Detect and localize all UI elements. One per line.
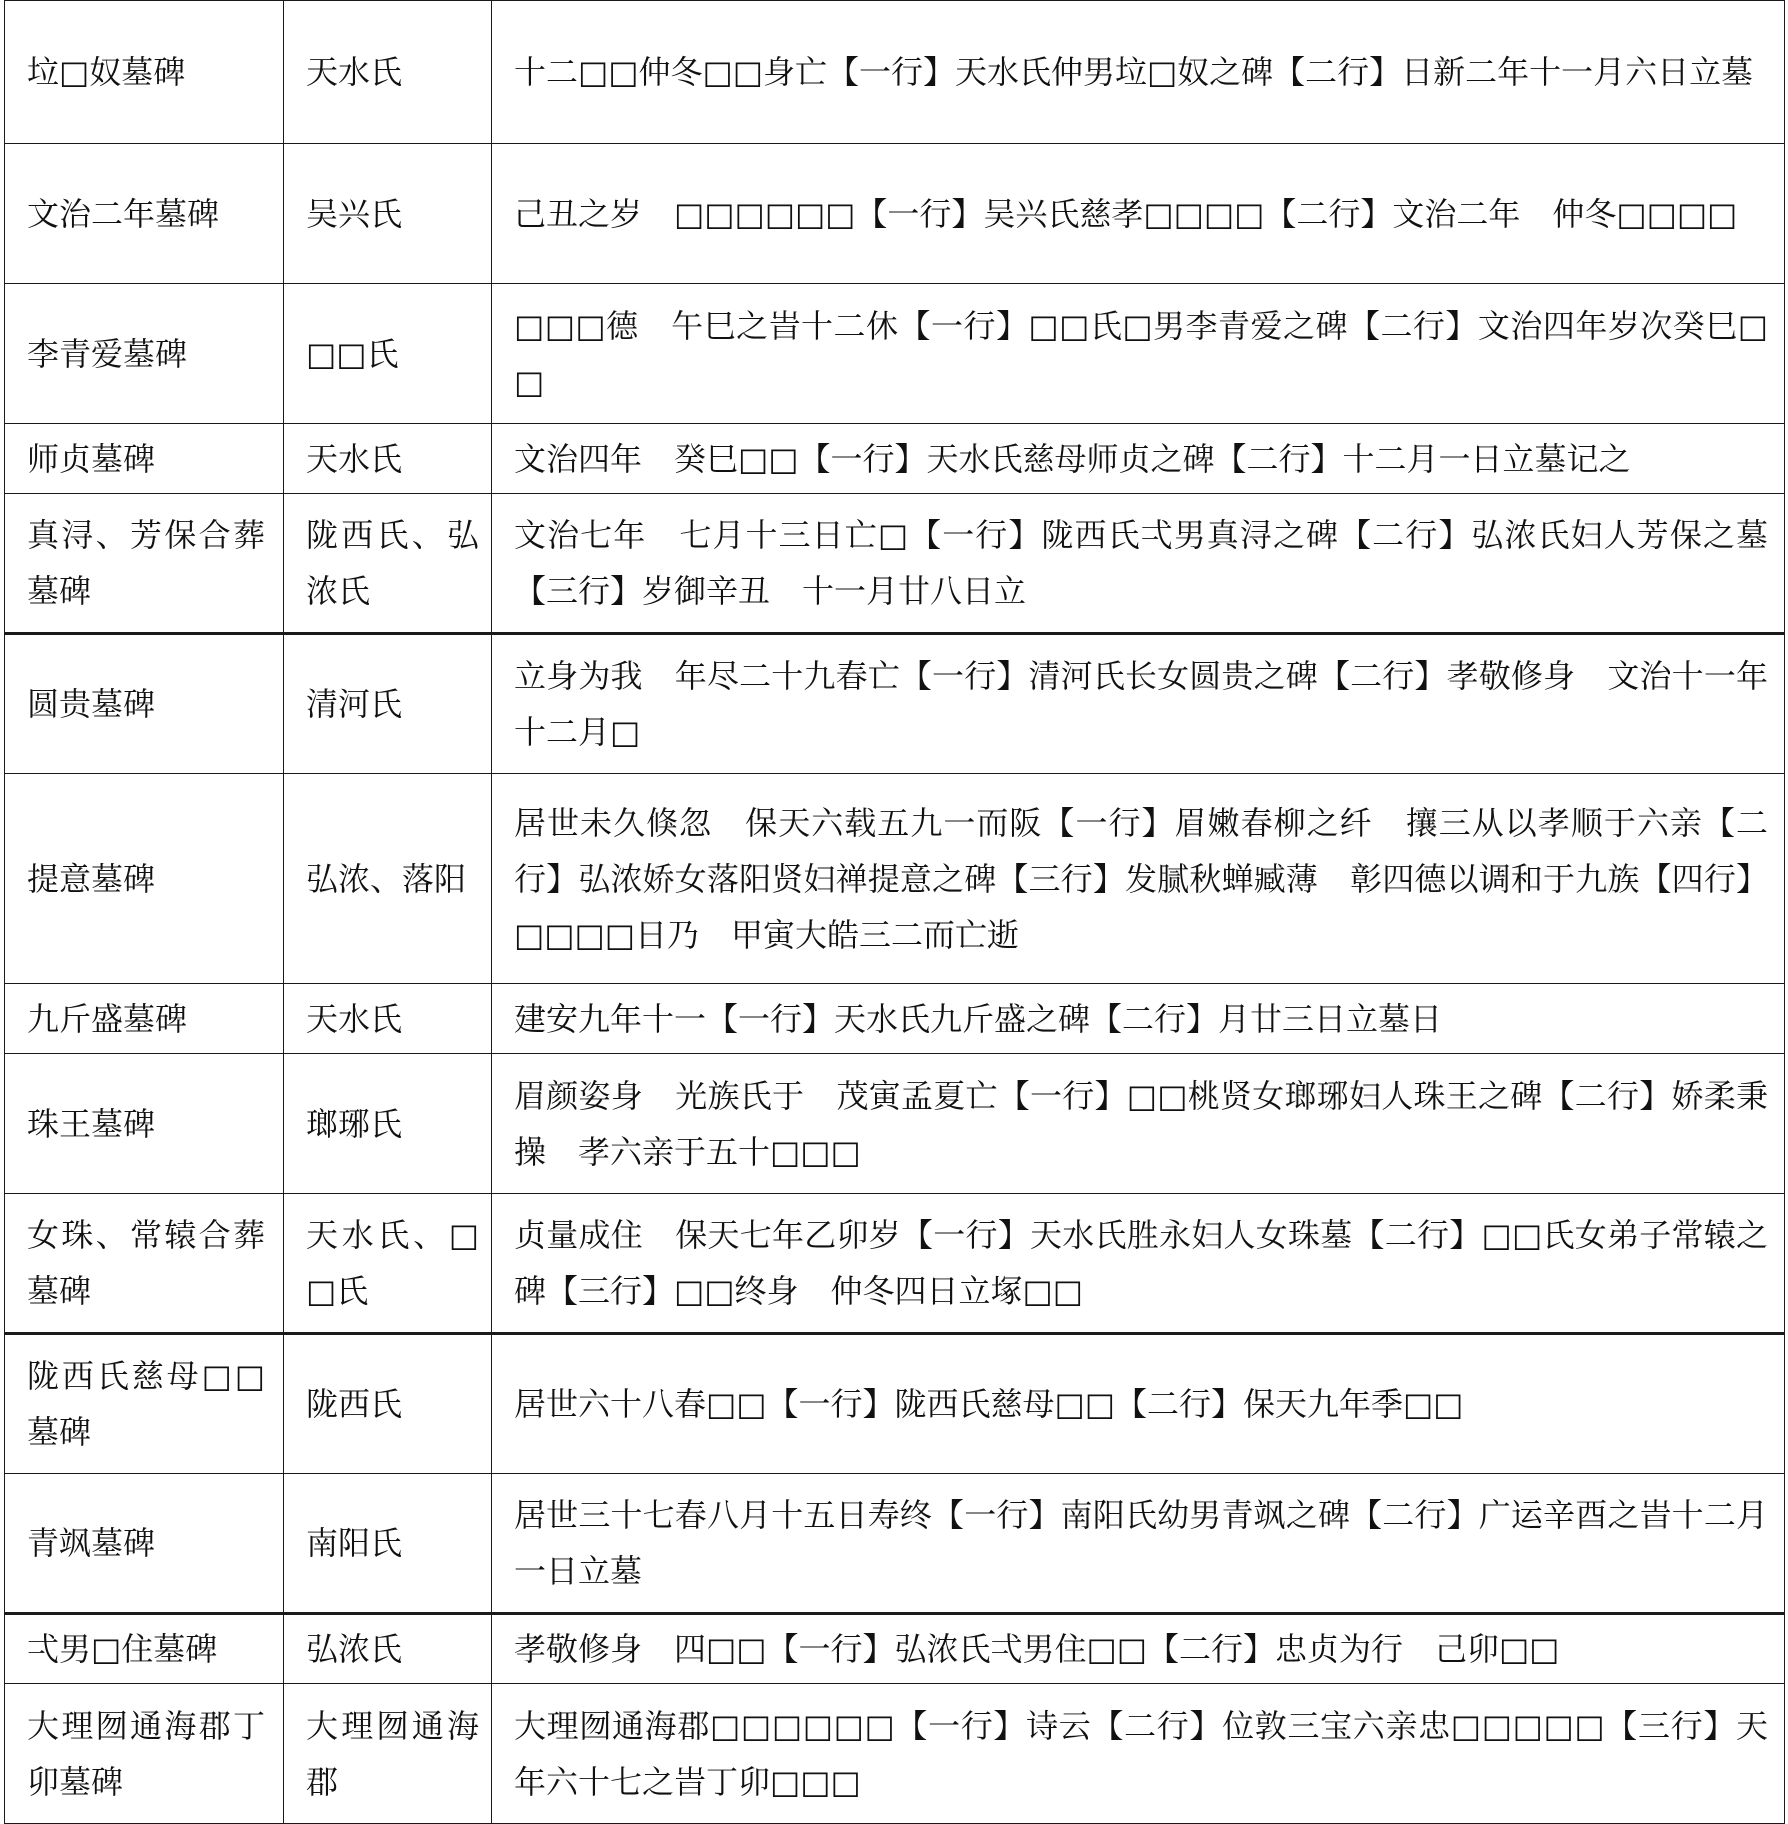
inscription-cell: 居世未久倏忽 保天六载五九一而阪【一行】眉嫩春柳之纤 攘三从以孝顺于六亲【二行】弘浓娇女落阳贤妇禅提意之碑【三行】发腻秋蝉臧薄 彰四德以调和于九族【四行】□□□□日乃 甲寅大皓三二而亡逝 [492, 774, 1785, 984]
inscription-cell: 立身为我 年尽二十九春亡【一行】清河氏长女圆贵之碑【二行】孝敬修身 文治十一年十二月□ [492, 634, 1785, 774]
stele-name-cell: 弌男□住墓碑 [5, 1614, 284, 1684]
stele-name-cell: 大理囫通海郡丁卯墓碑 [5, 1684, 284, 1824]
clan-cell: 南阳氏 [284, 1474, 492, 1614]
table-row [5, 634, 1785, 774]
stele-name-cell: 垃□奴墓碑 [5, 1, 284, 144]
inscription-cell: 孝敬修身 四□□【一行】弘浓氏弌男住□□【二行】忠贞为行 己卯□□ [492, 1614, 1785, 1684]
clan-cell: 吴兴氏 [284, 144, 492, 284]
stele-name-cell: 珠王墓碑 [5, 1054, 284, 1194]
clan-cell: 弘浓氏 [284, 1614, 492, 1684]
table-row [5, 424, 1785, 494]
stele-name-cell: 提意墓碑 [5, 774, 284, 984]
stele-name-cell: 女珠、常辕合葬墓碑 [5, 1194, 284, 1334]
clan-cell: 天水氏 [284, 1, 492, 144]
inscription-cell: 眉颜姿身 光族氏于 茂寅孟夏亡【一行】□□桃贤女瑯琊妇人珠王之碑【二行】娇柔秉操 孝六亲于五十□□□ [492, 1054, 1785, 1194]
table-row [5, 1334, 1785, 1474]
stele-inscription-table [4, 0, 1785, 1824]
stele-name-cell: 陇西氏慈母□□墓碑 [5, 1334, 284, 1474]
table-row [5, 1614, 1785, 1684]
clan-cell: 陇西氏 [284, 1334, 492, 1474]
clan-cell: 清河氏 [284, 634, 492, 774]
table-row [5, 494, 1785, 634]
stele-name-cell: 真浔、芳保合葬墓碑 [5, 494, 284, 634]
inscription-cell: 居世六十八春□□【一行】陇西氏慈母□□【二行】保天九年季□□ [492, 1334, 1785, 1474]
stele-table-container [4, 0, 1784, 1824]
clan-cell: 弘浓、落阳 [284, 774, 492, 984]
inscription-cell: 己丑之岁 □□□□□□【一行】吴兴氏慈孝□□□□【二行】文治二年 仲冬□□□□ [492, 144, 1785, 284]
table-row [5, 1684, 1785, 1824]
inscription-cell: □□□德 午巳之旹十二休【一行】□□氏□男李青爱之碑【二行】文治四年岁次癸巳□□ [492, 284, 1785, 424]
stele-name-cell: 师贞墓碑 [5, 424, 284, 494]
table-row [5, 144, 1785, 284]
table-row [5, 1194, 1785, 1334]
inscription-cell: 居世三十七春八月十五日寿终【一行】南阳氏幼男青飒之碑【二行】广运辛酉之旹十二月一日立墓 [492, 1474, 1785, 1614]
table-row [5, 284, 1785, 424]
table-row [5, 1, 1785, 144]
clan-cell: 瑯琊氏 [284, 1054, 492, 1194]
stele-name-cell: 文治二年墓碑 [5, 144, 284, 284]
table-row [5, 1054, 1785, 1194]
inscription-cell: 文治七年 七月十三日亡□【一行】陇西氏弌男真浔之碑【二行】弘浓氏妇人芳保之墓【三行】岁御辛丑 十一月廿八日立 [492, 494, 1785, 634]
inscription-cell: 文治四年 癸巳□□【一行】天水氏慈母师贞之碑【二行】十二月一日立墓记之 [492, 424, 1785, 494]
clan-cell: □□氏 [284, 284, 492, 424]
table-row [5, 984, 1785, 1054]
clan-cell: 天水氏 [284, 984, 492, 1054]
table-row [5, 1474, 1785, 1614]
inscription-cell: 十二□□仲冬□□身亡【一行】天水氏仲男垃□奴之碑【二行】日新二年十一月六日立墓 [492, 1, 1785, 144]
stele-name-cell: 九斤盛墓碑 [5, 984, 284, 1054]
inscription-cell: 大理囫通海郡□□□□□□【一行】诗云【二行】位敦三宝六亲忠□□□□□【三行】天年六十七之旹丁卯□□□ [492, 1684, 1785, 1824]
stele-name-cell: 青飒墓碑 [5, 1474, 284, 1614]
inscription-cell: 建安九年十一【一行】天水氏九斤盛之碑【二行】月廿三日立墓日 [492, 984, 1785, 1054]
clan-cell: 陇西氏、弘浓氏 [284, 494, 492, 634]
clan-cell: 天水氏、□□氏 [284, 1194, 492, 1334]
stele-name-cell: 李青爱墓碑 [5, 284, 284, 424]
clan-cell: 大理囫通海郡 [284, 1684, 492, 1824]
inscription-cell: 贞量成住 保天七年乙卯岁【一行】天水氏胜永妇人女珠墓【二行】□□氏女弟子常辕之碑【三行】□□终身 仲冬四日立塚□□ [492, 1194, 1785, 1334]
table-row [5, 774, 1785, 984]
stele-name-cell: 圆贵墓碑 [5, 634, 284, 774]
clan-cell: 天水氏 [284, 424, 492, 494]
